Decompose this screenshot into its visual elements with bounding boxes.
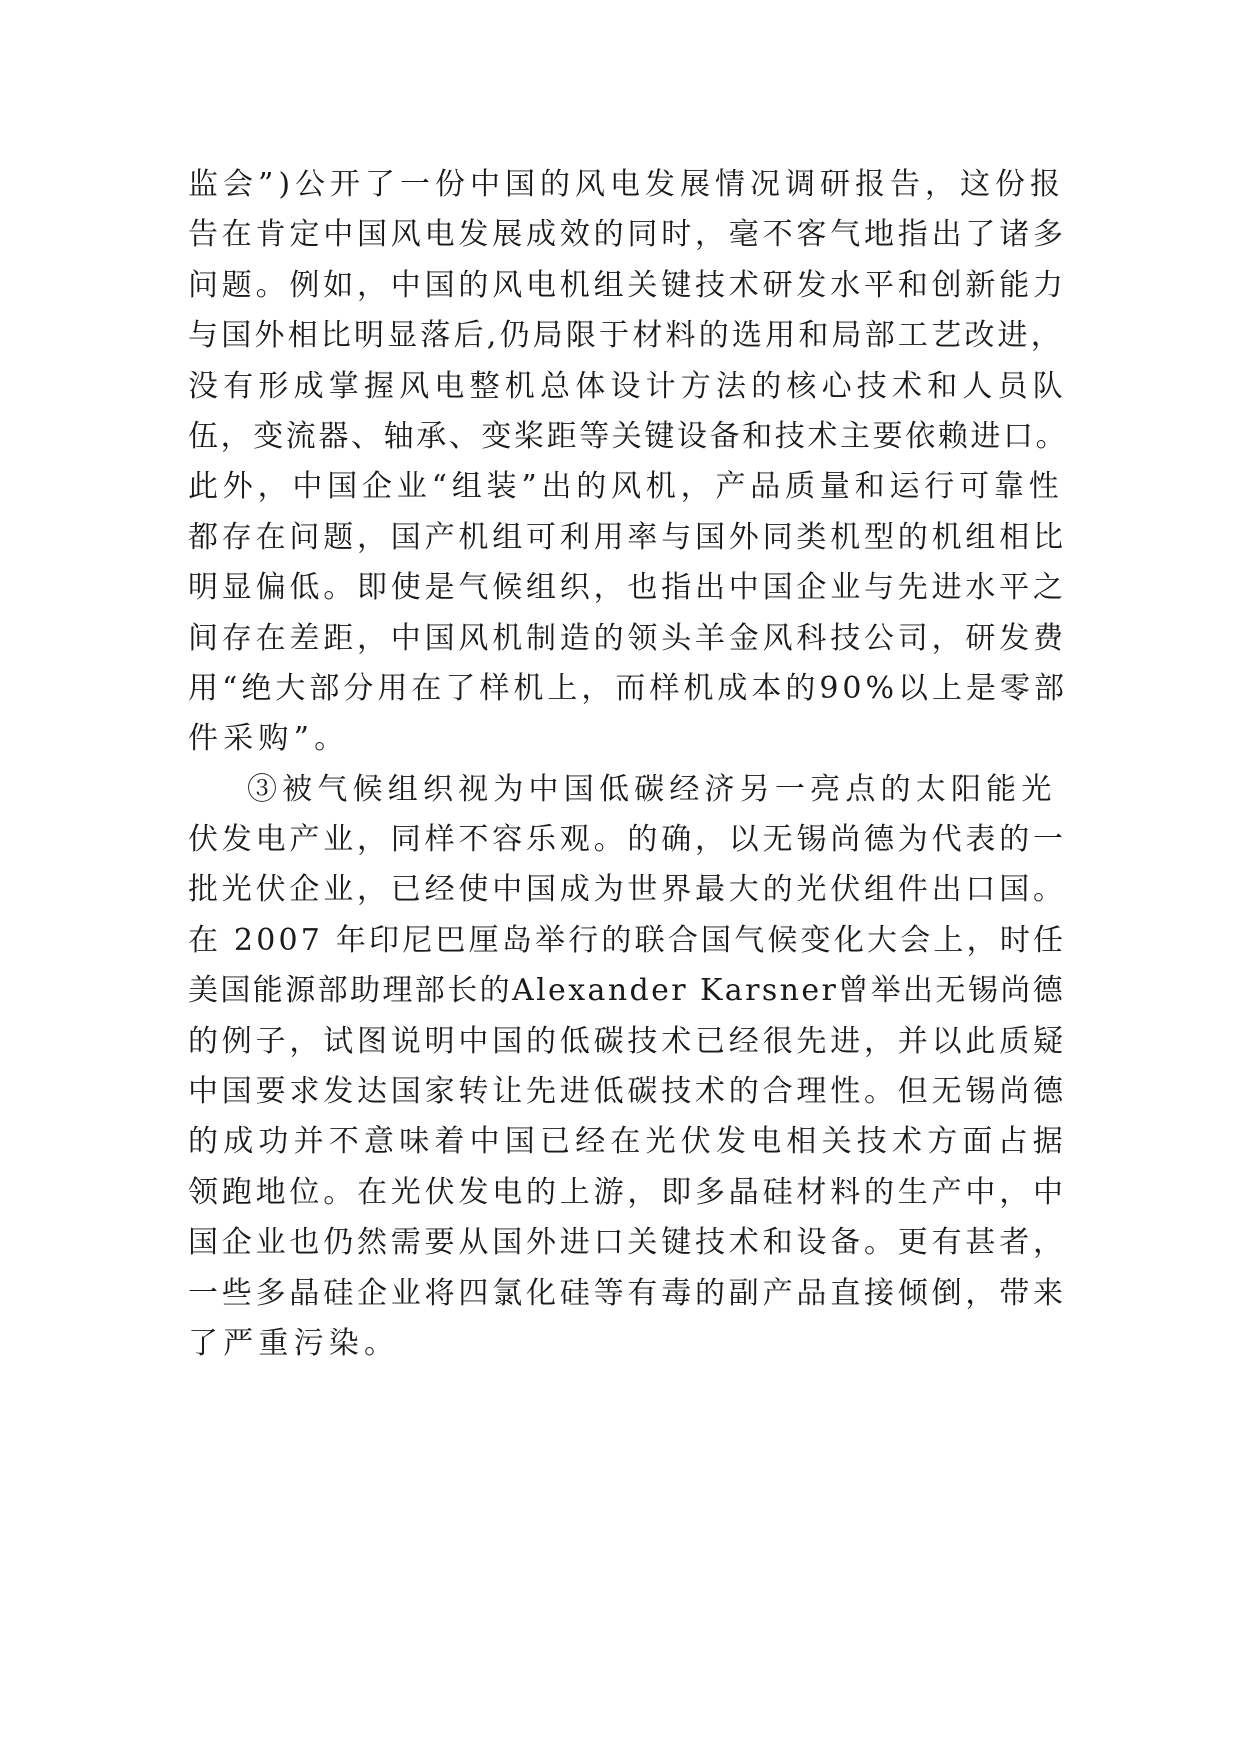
text-line: ③被气候组织视为中国低碳经济另一亮点的太阳能光 [188,771,1057,807]
text-line: 领跑地位。在光伏发电的上游，即多晶硅材料的生产中，中 [188,1174,1067,1210]
text-line: 批光伏企业，已经使中国成为世界最大的光伏组件出口国。 [188,872,1067,908]
text-line: 伍，变流器、轴承、变桨距等关键设备和技术主要依赖进口。 [188,418,1069,454]
text-line: 此外，中国企业“组装”出的风机，产品质量和运行可靠性 [188,469,1064,505]
text-line: 用“绝大部分用在了样机上，而样机成本的90%以上是零部 [188,670,1069,706]
text-line: 的例子，试图说明中国的低碳技术已经很先进，并以此质疑 [188,1023,1067,1059]
text-line: 伏发电产业，同样不容乐观。的确，以无锡尚德为代表的一 [188,822,1067,858]
text-line: 国企业也仍然需要从国外进口关键技术和设备。更有甚者， [188,1225,1067,1261]
text-line: 一些多晶硅企业将四氯化硅等有毒的副产品直接倾倒，带来 [188,1275,1067,1311]
text-line: 中国要求发达国家转让先进低碳技术的合理性。但无锡尚德 [188,1074,1067,1110]
text-line: 问题。例如，中国的风电机组关键技术研发水平和创新能力 [188,267,1067,303]
text-line: 件采购”。 [188,721,350,757]
body-text [188,160,1068,1369]
text-line: 都存在问题，国产机组可利用率与国外同类机型的机组相比 [188,519,1067,555]
text-line: 与国外相比明显落后,仍局限于材料的选用和局部工艺改进， [188,318,1064,354]
text-line: 的成功并不意味着中国已经在光伏发电相关技术方面占据 [188,1124,1068,1160]
text-line: 监会”)公开了一份中国的风电发展情况调研报告，这份报 [188,167,1066,202]
text-line: 在 2007 年印尼巴厘岛举行的联合国气候变化大会上，时任 [188,922,1067,958]
text-line: 明显偏低。即使是气候组织，也指出中国企业与先进水平之 [188,570,1067,606]
text-line: 告在肯定中国风电发展成效的同时，毫不客气地指出了诸多 [188,217,1067,253]
text-line: 间存在差距，中国风机制造的领头羊金风科技公司，研发费 [188,620,1067,656]
text-line: 没有形成掌握风电整机总体设计方法的核心技术和人员队 [188,368,1068,404]
text-line: 了严重污染。 [188,1325,400,1361]
text-line: 美国能源部助理部长的Alexander Karsner曾举出无锡尚德 [188,973,1066,1009]
